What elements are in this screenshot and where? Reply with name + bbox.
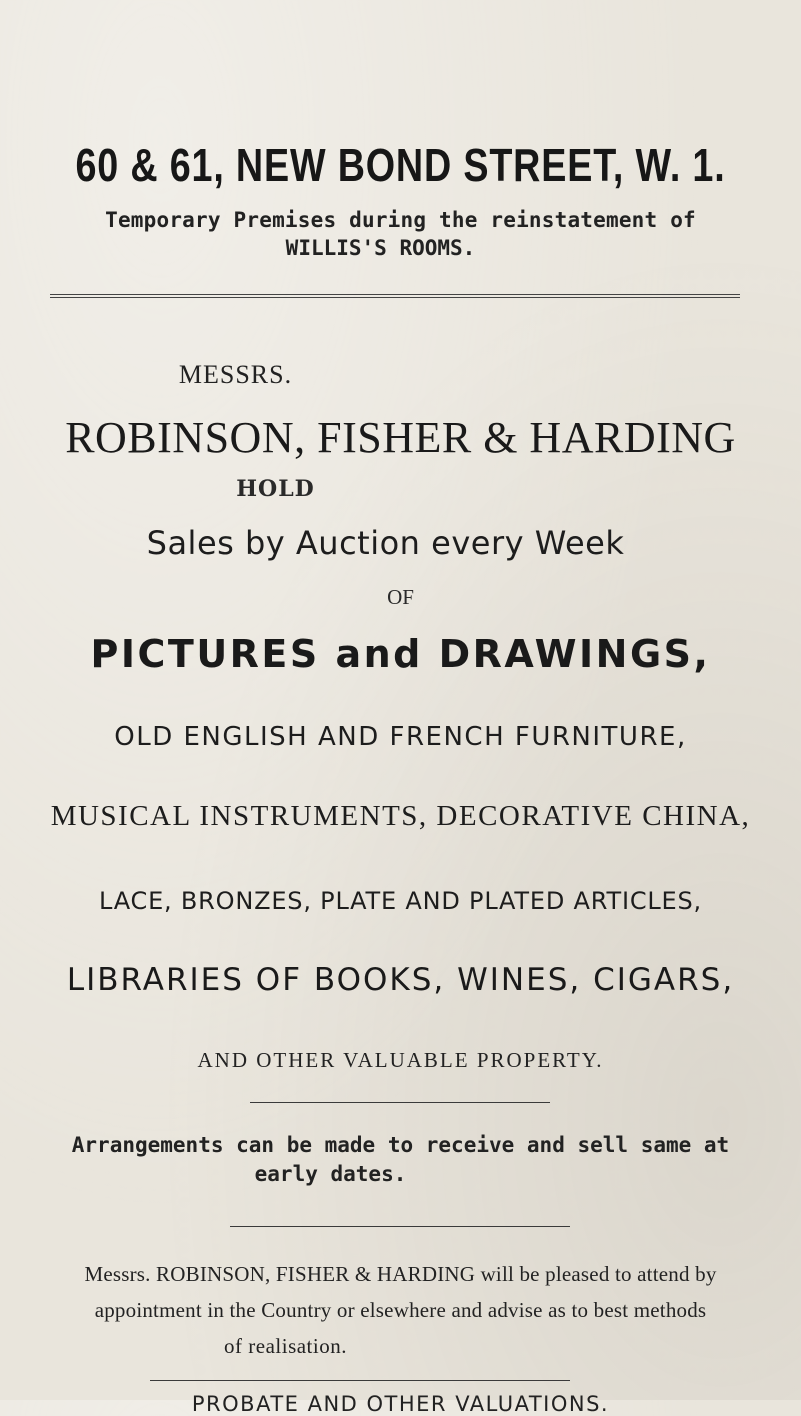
address-heading: 60 & 61, NEW BOND STREET, W. 1.: [75, 139, 726, 191]
item-libraries: LIBRARIES OF BOOKS, WINES, CIGARS,: [66, 962, 735, 998]
divider-middle: [250, 1102, 550, 1103]
willis-rooms-note: WILLIS'S ROOMS.: [285, 236, 476, 260]
item-other-property: AND OTHER VALUABLE PROPERTY.: [197, 1048, 604, 1072]
sales-line: Sales by Auction every Week: [146, 524, 625, 562]
firm-name: ROBINSON, FISHER & HARDING: [65, 413, 736, 462]
of-label: OF: [387, 585, 414, 609]
item-pictures: PICTURES and DRAWINGS,: [90, 632, 711, 676]
probate-heading: PROBATE AND OTHER VALUATIONS.: [191, 1392, 610, 1416]
arrangements-line2: early dates.: [254, 1162, 407, 1186]
country-line1: Messrs. ROBINSON, FISHER & HARDING will be pleased to attend by: [84, 1262, 717, 1286]
country-line3: of realisation.: [224, 1334, 347, 1358]
item-musical: MUSICAL INSTRUMENTS, DECORATIVE CHINA,: [50, 800, 751, 832]
divider-lower: [230, 1226, 570, 1227]
hold-label: HOLD: [236, 476, 315, 502]
temporary-premises-note: Temporary Premises during the reinstatement of: [105, 208, 696, 232]
messrs-label: MESSRS.: [178, 360, 293, 389]
country-line2: appointment in the Country or elsewhere and advise as to best methods: [94, 1298, 707, 1322]
item-furniture: OLD ENGLISH AND FRENCH FURNITURE,: [114, 722, 687, 752]
item-lace: LACE, BRONZES, PLATE AND PLATED ARTICLES,: [99, 887, 702, 915]
divider-bottom: [150, 1380, 570, 1381]
divider-top: [50, 294, 740, 298]
arrangements-line1: Arrangements can be made to receive and sell same at: [71, 1133, 730, 1157]
